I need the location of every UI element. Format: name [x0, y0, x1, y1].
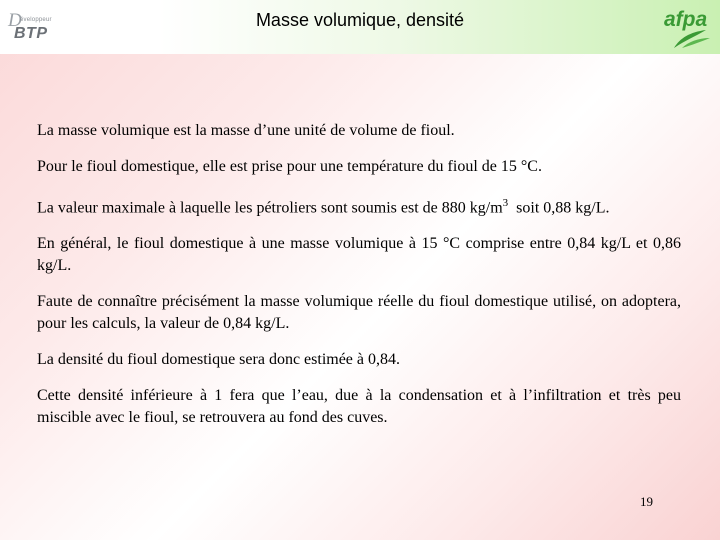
slide-content [37, 120, 681, 443]
logo-line2: BTP [14, 25, 48, 42]
logo-line1: éveloppeur [20, 17, 52, 23]
paragraph-6: La densité du fioul domestique sera donc estimée à 0,84. [37, 351, 401, 369]
page-title: Masse volumique, densité [255, 10, 465, 30]
afpa-logo [662, 4, 714, 50]
paragraph-3-before: La valeur maximale à laquelle les pétroliers sont soumis est de 880 kg/m [37, 199, 503, 217]
paragraph-5: Faute de connaître précisément la masse volumique réelle du fioul domestique utilisé, on adoptera, pour les calculs, la valeur de 0,84 kg/L. [37, 293, 681, 333]
paragraph-3-after: soit 0,88 kg/L. [508, 199, 610, 217]
paragraph-1: La masse volumique est la masse d’une unité de volume de fioul. [37, 122, 455, 139]
paragraph-7: Cette densité inférieure à 1 fera que l’eau, due à la condensation et à l’infiltration et très peu miscible avec le fioul, se retrouvera au fond des cuves. [37, 387, 681, 427]
paragraph-3 [37, 192, 681, 219]
superscript-cube: 3 [502, 197, 509, 209]
afpa-logo-text: afpa [664, 8, 708, 31]
paragraph-2: Pour le fioul domestique, elle est prise pour une température du fioul de 15 °C. [37, 158, 542, 175]
logo-initial: D [8, 10, 22, 31]
paragraph-4: En général, le fioul domestique à une masse volumique à 15 °C comprise entre 0,84 kg/L et 0,86 kg/L. [37, 235, 681, 275]
header-bar [0, 0, 720, 54]
page-number: 19 [640, 494, 653, 509]
